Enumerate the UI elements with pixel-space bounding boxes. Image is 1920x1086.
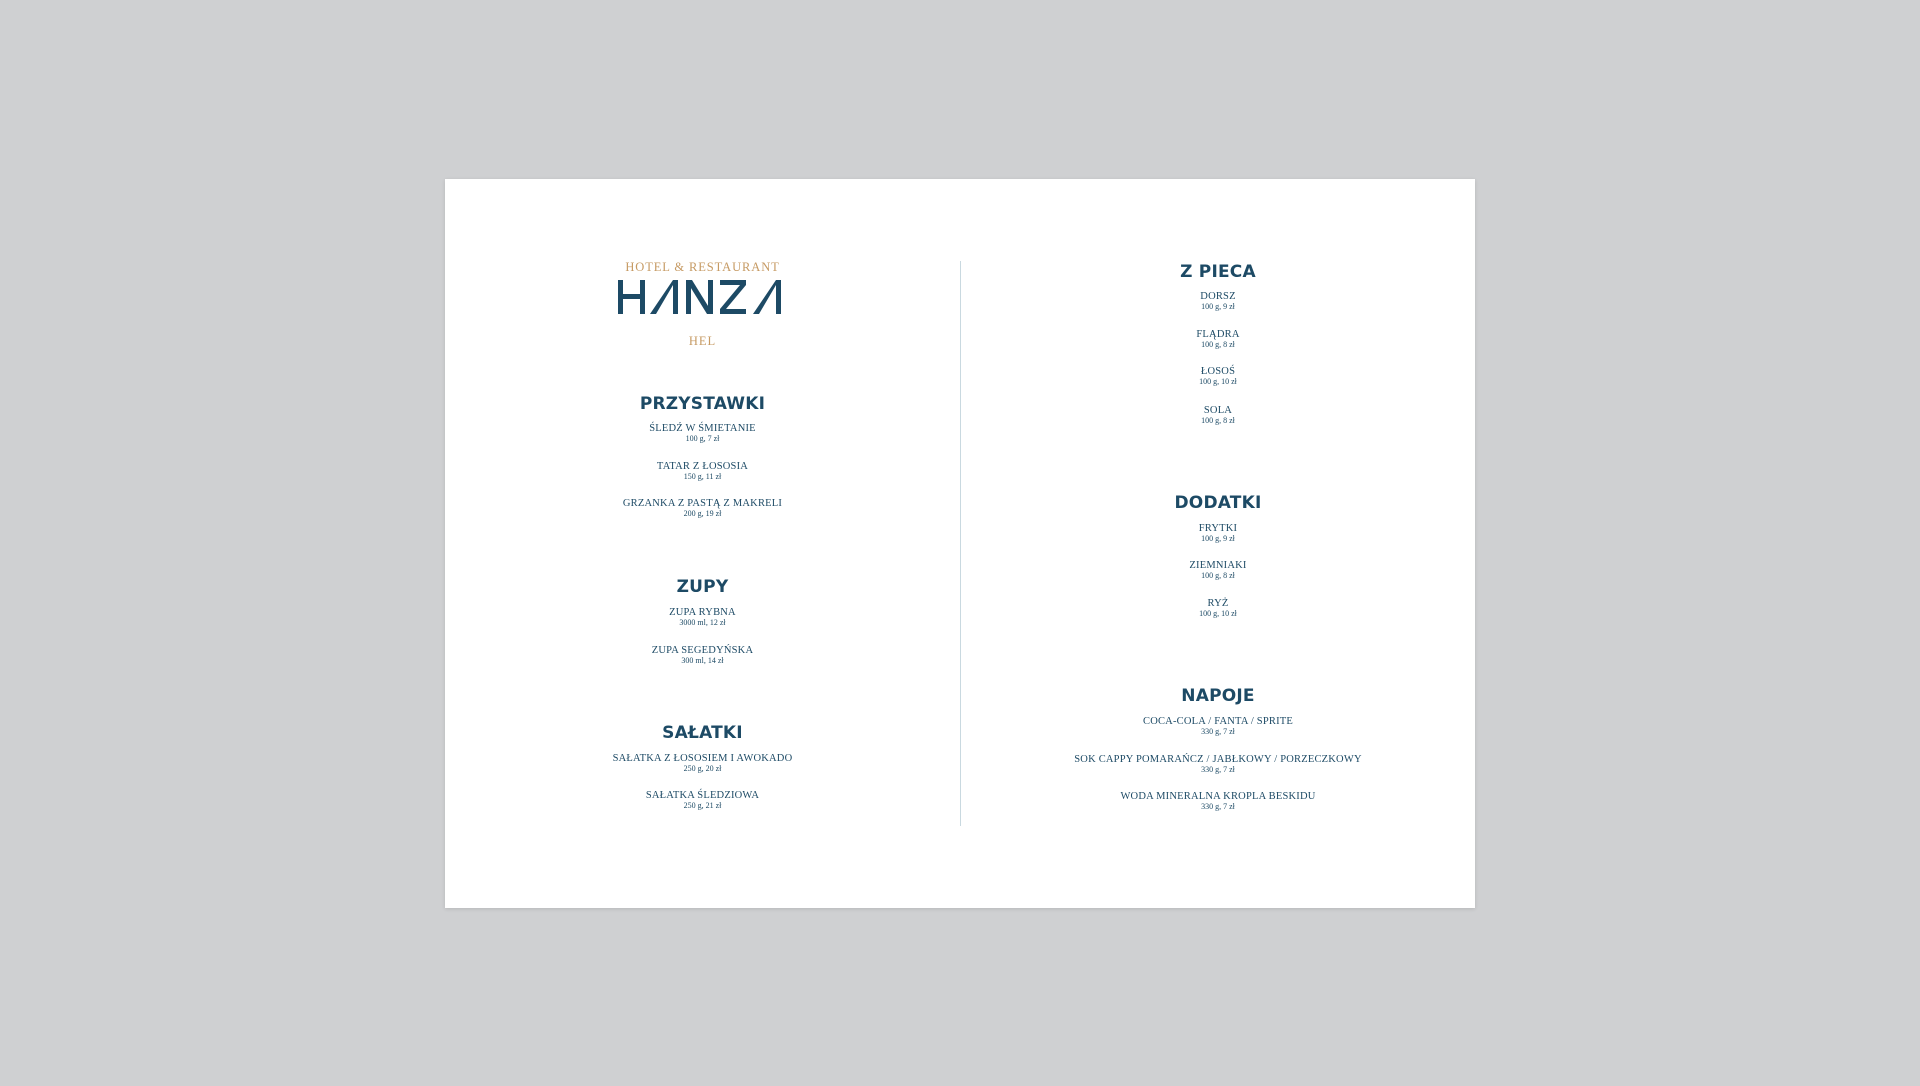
section-title: Z PIECA — [1180, 262, 1256, 282]
item-detail: 330 g, 7 zł — [1201, 802, 1235, 811]
hanza-logo-icon — [618, 279, 788, 315]
item-detail: 150 g, 11 zł — [683, 472, 722, 481]
menu-item — [961, 791, 1475, 811]
item-detail: 100 g, 9 zł — [1201, 302, 1235, 311]
menu-item — [961, 754, 1475, 774]
item-name: ZIEMNIAKI — [1189, 560, 1247, 571]
item-detail: 100 g, 8 zł — [1201, 416, 1235, 425]
section-napoje — [961, 685, 1475, 811]
item-name: ZUPA RYBNA — [669, 607, 736, 618]
item-detail: 100 g, 8 zł — [1201, 340, 1235, 349]
menu-item — [445, 607, 960, 627]
item-name: SAŁATKA ŚLEDZIOWA — [645, 790, 760, 801]
item-name: DORSZ — [1200, 291, 1236, 302]
menu-item — [961, 405, 1475, 425]
menu-item — [961, 523, 1475, 543]
section-title: ZUPY — [676, 577, 729, 597]
item-name: FRYTKI — [1198, 523, 1238, 534]
item-detail: 250 g, 20 zł — [683, 764, 722, 773]
menu-item — [445, 423, 960, 443]
section-title: DODATKI — [1174, 493, 1262, 513]
item-detail: 3000 ml, 12 zł — [679, 618, 726, 627]
item-name: GRZANKA Z PASTĄ Z MAKRELI — [622, 498, 783, 509]
section-title: SAŁATKI — [662, 723, 743, 743]
item-name: WODA MINERALNA KROPLA BESKIDU — [1120, 791, 1316, 802]
item-detail: 200 g, 19 zł — [683, 509, 722, 518]
menu-item — [445, 790, 960, 810]
menu-item — [961, 598, 1475, 618]
item-name: SAŁATKA Z ŁOSOSIEM I AWOKADO — [612, 753, 793, 764]
item-name: FLĄDRA — [1196, 329, 1240, 340]
menu-item — [961, 291, 1475, 311]
item-name: TATAR Z ŁOSOSIA — [656, 461, 749, 472]
item-name: ŚLEDŹ W ŚMIETANIE — [649, 423, 756, 434]
brand-logo — [445, 279, 960, 323]
section-title: NAPOJE — [1181, 686, 1255, 706]
menu-item — [961, 329, 1475, 349]
brand-location: HEL — [688, 334, 717, 348]
menu-item — [961, 716, 1475, 736]
menu-sheet — [445, 179, 1475, 908]
item-detail: 100 g, 10 zł — [1199, 377, 1237, 386]
menu-item — [961, 560, 1475, 580]
item-detail: 300 ml, 14 zł — [681, 656, 724, 665]
section-zupy — [445, 576, 960, 665]
item-name: COCA-COLA / FANTA / SPRITE — [1142, 716, 1294, 727]
section-przystawki — [445, 393, 960, 518]
menu-item — [445, 645, 960, 665]
item-detail: 330 g, 7 zł — [1201, 765, 1235, 774]
menu-item — [961, 366, 1475, 386]
brand-tagline: HOTEL & RESTAURANT — [625, 260, 780, 274]
item-detail: 100 g, 9 zł — [1201, 534, 1235, 543]
item-detail: 330 g, 7 zł — [1201, 727, 1235, 736]
item-name: RYŻ — [1207, 598, 1229, 609]
menu-item — [445, 753, 960, 773]
item-name: ZUPA SEGEDYŃSKA — [651, 645, 754, 656]
item-name: SOLA — [1203, 405, 1233, 416]
item-detail: 100 g, 8 zł — [1201, 571, 1235, 580]
section-salatki — [445, 722, 960, 810]
section-dodatki — [961, 492, 1475, 618]
item-detail: 100 g, 10 zł — [1199, 609, 1237, 618]
item-detail: 100 g, 7 zł — [685, 434, 720, 443]
menu-item — [445, 461, 960, 481]
item-name: ŁOSOŚ — [1200, 366, 1236, 377]
section-title: PRZYSTAWKI — [639, 394, 766, 414]
item-name: SOK CAPPY POMARAŃCZ / JABŁKOWY / PORZECZKOWY — [1074, 754, 1362, 765]
item-detail: 250 g, 21 zł — [683, 801, 722, 810]
menu-item — [445, 498, 960, 518]
section-z-pieca — [961, 261, 1475, 425]
